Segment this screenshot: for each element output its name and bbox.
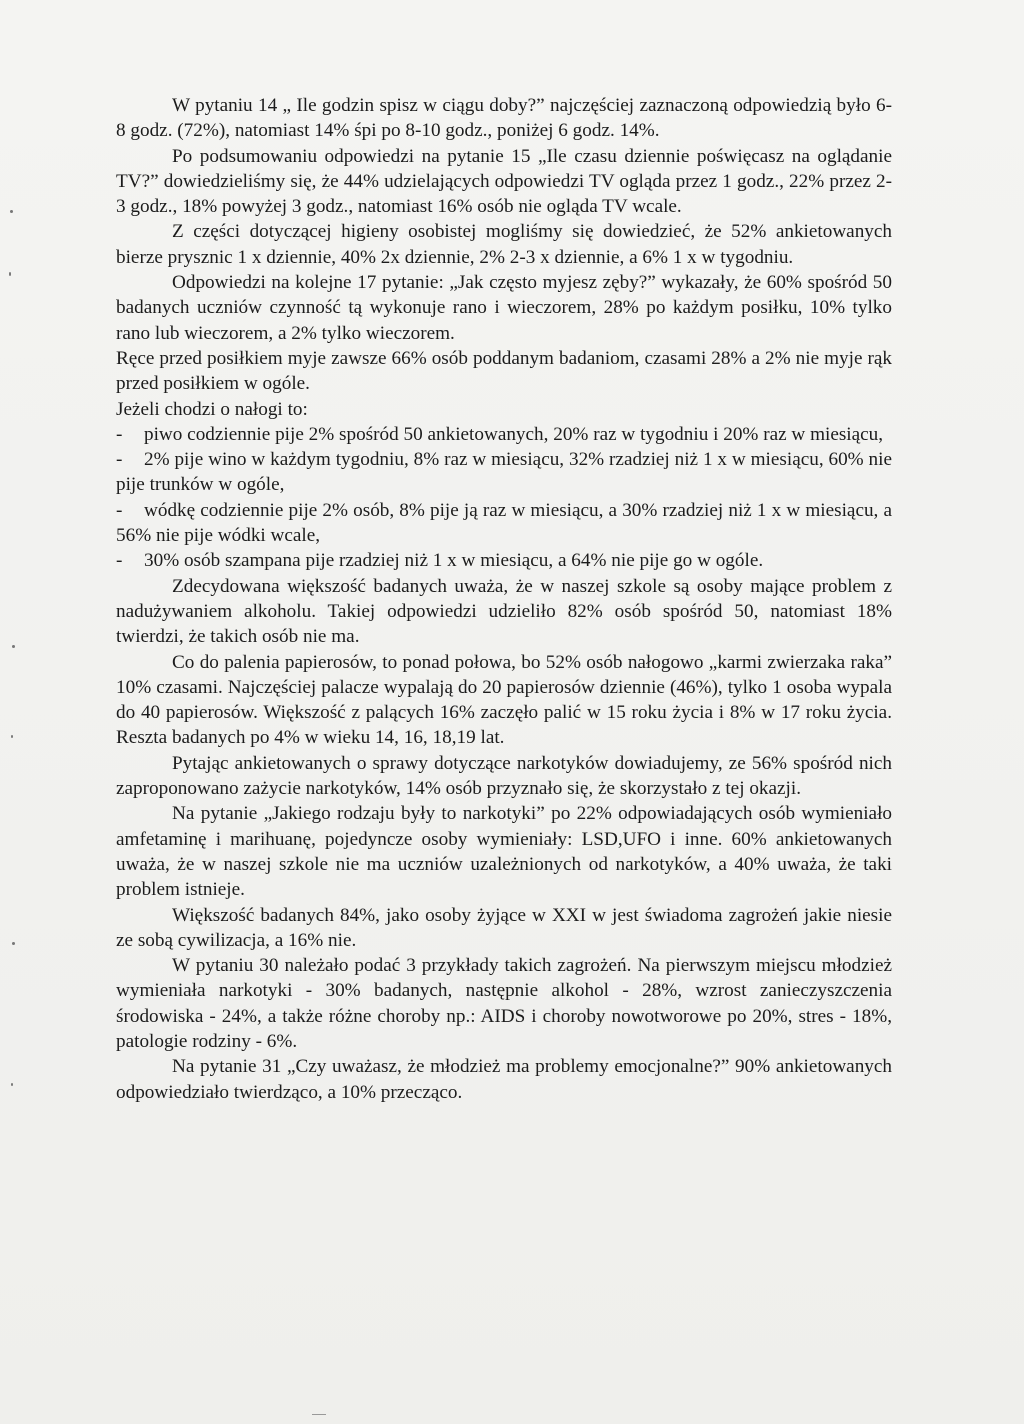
dash-marker: - [116, 449, 123, 471]
paragraph-drug-types: Na pytanie „Jakiego rodzaju były to narkotyki” po 22% odpowiadających osób wymieniało amfetaminę i marihuanę, pojedyncze osoby wymieniały: LSD,UFO i inne. 60% ankietowanych uważa, że w naszej szkole nie ma uczniów uzależnionych od narkotyków, a 40% uważa, że taki problem istnieje. [116, 803, 892, 901]
document-body [116, 93, 892, 1105]
list-item-text: piwo codziennie pije 2% spośród 50 ankietowanych, 20% raz w tygodniu i 20% raz w miesiącu, [144, 423, 884, 445]
scan-speck [10, 210, 13, 213]
dash-marker: - [116, 423, 123, 445]
list-item-vodka [116, 498, 892, 549]
scan-speck [11, 735, 13, 738]
scan-mark-bottom [312, 1414, 326, 1415]
paragraph-addictions-intro: Jeżeli chodzi o nałogi to: [116, 398, 308, 420]
paragraph-question-31: Na pytanie 31 „Czy uważasz, że młodzież ma problemy emocjonalne?” 90% ankietowanych odpowiedziało twierdząco, a 10% przecząco. [116, 1056, 892, 1103]
paragraph-question-30: W pytaniu 30 należało podać 3 przykłady takich zagrożeń. Na pierwszym miejscu młodzież wymieniała narkotyki - 30% badanych, następnie alkohol - 28%, wzrost zanieczyszczenia środowiska - 24%, a także różne choroby np.: AIDS i choroby nowotworowe po 20%, stres - 18%, patologie rodziny - 6%. [116, 955, 892, 1052]
paragraph-hygiene: Z części dotyczącej higieny osobistej mogliśmy się dowiedzieć, że 52% ankietowanych bierze prysznic 1 x dziennie, 40% 2x dziennie, 2% 2-3 x dziennie, a 6% 1 x w tygodniu. [116, 221, 892, 268]
list-item-champagne [116, 548, 892, 573]
scan-speck [9, 272, 11, 276]
scan-speck [12, 645, 15, 648]
list-item-beer [116, 422, 892, 447]
list-item-text: 2% pije wino w każdym tygodniu, 8% raz w miesiącu, 32% rzadziej niż 1 x w miesiącu, 60% nie pije trunków w ogóle, [116, 449, 892, 496]
paragraph-alcohol-problem: Zdecydowana większość badanych uważa, że w naszej szkole są osoby mające problem z nadużywaniem alkoholu. Takiej odpowiedzi udzieliło 82% osób spośród 50, natomiast 18% twierdzi, że takich osób nie ma. [116, 575, 892, 648]
paragraph-civilization-threats: Większość badanych 84%, jako osoby żyjące w XXI w jest świadoma zagrożeń jakie niesie ze sobą cywilizacja, a 16% nie. [116, 904, 892, 951]
paragraph-sleep: W pytaniu 14 „ Ile godzin spisz w ciągu doby?” najczęściej zaznaczoną odpowiedzią było 6-8 godz. (72%), natomiast 14% śpi po 8-10 godz., poniżej 6 godz. 14%. [116, 95, 892, 142]
dash-marker: - [116, 499, 123, 521]
list-item-wine [116, 447, 892, 498]
paragraph-teeth: Odpowiedzi na kolejne 17 pytanie: „Jak często myjesz zęby?” wykazały, że 60% spośród 50 badanych uczniów czynność tą wykonuje rano i wieczorem, 28% po każdym posiłku, 10% tylko rano lub wieczorem, a 2% tylko wieczorem. [116, 272, 892, 344]
paragraph-tv: Po podsumowaniu odpowiedzi na pytanie 15 „Ile czasu dziennie poświęcasz na oglądanie TV?” dowiedzieliśmy się, że 44% udzielających odpowiedzi TV ogląda przez 1 godz., 22% przez 2-3 godz., 18% powyżej 3 godz., natomiast 16% osób nie ogląda TV wcale. [116, 145, 892, 218]
paragraph-drugs-offer: Pytając ankietowanych o sprawy dotyczące narkotyków dowiadujemy, ze 56% spośród nich zaproponowano zażycie narkotyków, 14% osób przyznało się, że skorzystało z tej okazji. [116, 752, 892, 800]
dash-marker: - [116, 550, 123, 572]
paragraph-hands: Ręce przed posiłkiem myje zawsze 66% osób poddanym badaniom, czasami 28% a 2% nie myje rąk przed posiłkiem w ogóle. [116, 347, 892, 395]
scan-speck [11, 1083, 13, 1086]
paragraph-smoking: Co do palenia papierosów, to ponad połowa, bo 52% osób nałogowo „karmi zwierzaka raka” 10% czasami. Najczęściej palacze wypalają do 20 papierosów dziennie (46%), tylko 1 osoba wypala do 40 papierosów. Większość z palących 16% zaczęło palić w 15 roku życia i 8% w 17 roku życia. Reszta badanych po 4% w wieku 14, 16, 18,19 lat. [116, 651, 892, 749]
scan-speck [12, 942, 15, 945]
list-item-text: 30% osób szampana pije rzadziej niż 1 x w miesiącu, a 64% nie pije go w ogóle. [144, 550, 764, 572]
list-item-text: wódkę codziennie pije 2% osób, 8% pije ją raz w miesiącu, a 30% rzadziej niż 1 x w miesiącu, a 56% nie pije wódki wcale, [116, 499, 892, 547]
